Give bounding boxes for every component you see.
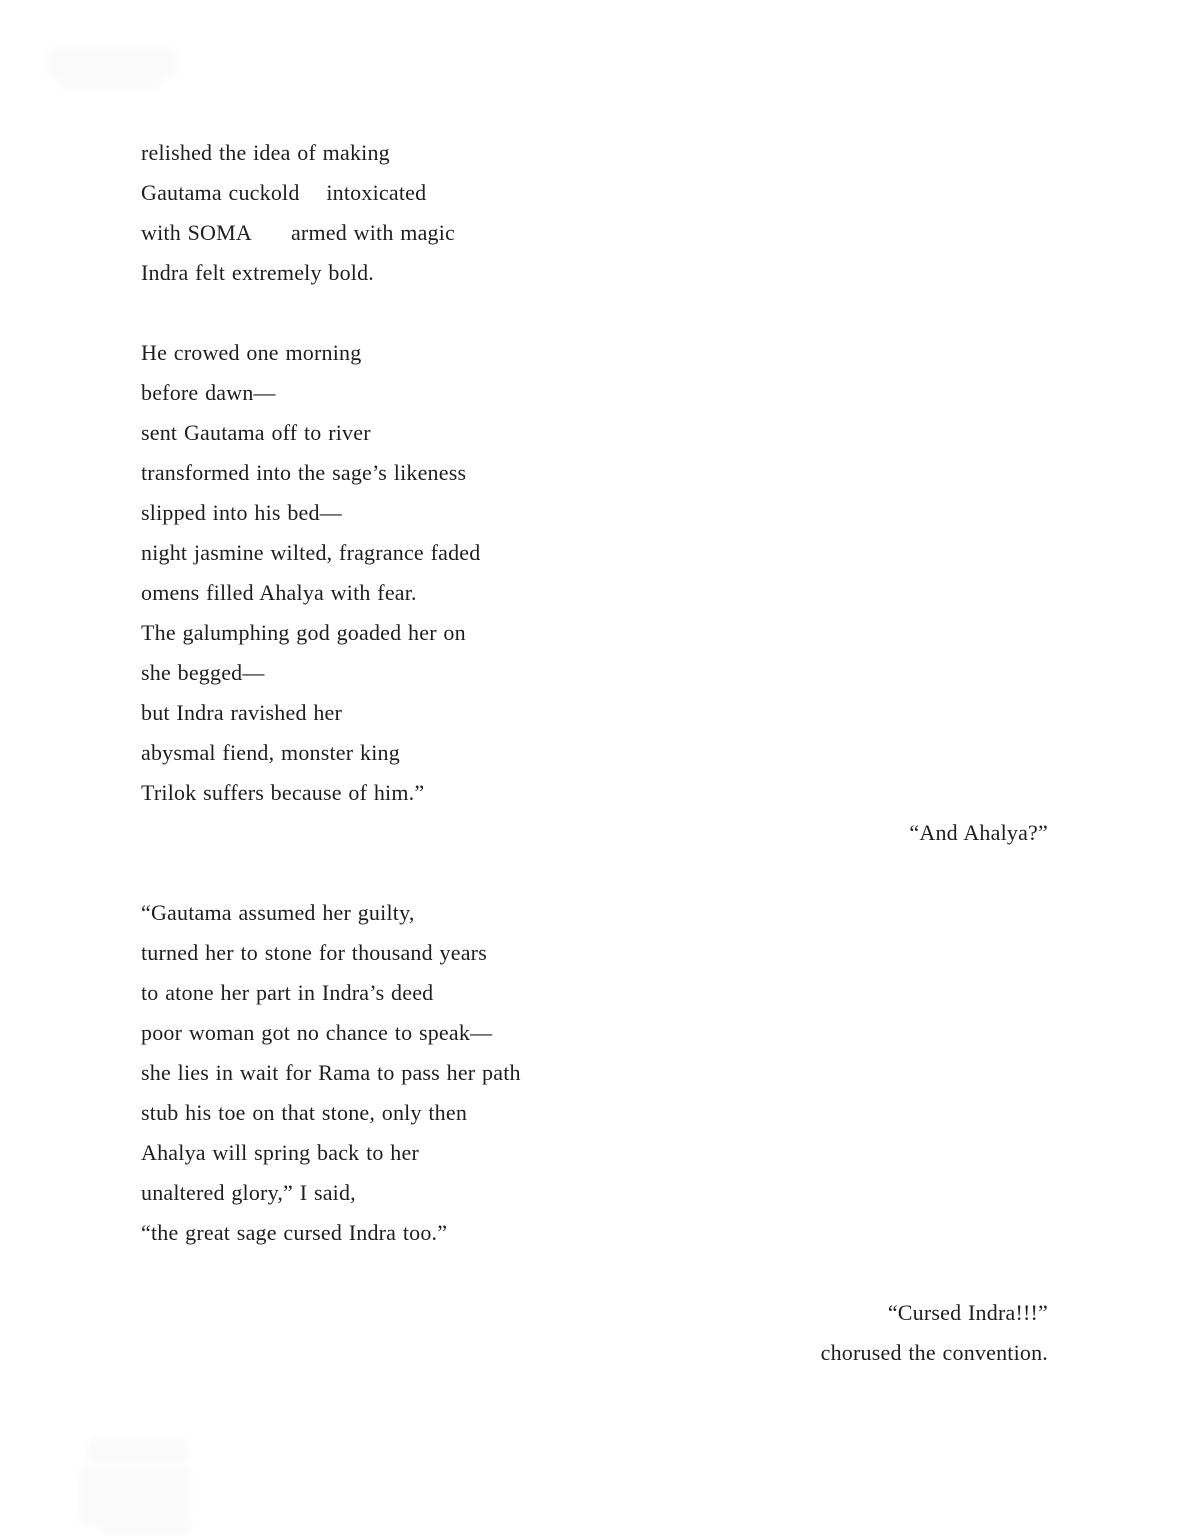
- poem-line: [141, 853, 1048, 893]
- poem-line: “Cursed Indra!!!”: [887, 1300, 1048, 1325]
- poem-line: Trilok suffers because of him.”: [141, 780, 425, 805]
- poem-line: “And Ahalya?”: [909, 820, 1048, 845]
- poem-line: omens filled Ahalya with fear.: [141, 580, 417, 605]
- poem-line: [141, 293, 1048, 333]
- poem-line: before dawn—: [141, 380, 276, 405]
- poem-line: unaltered glory,” I said,: [141, 1180, 356, 1205]
- poem-line: turned her to stone for thousand years: [141, 940, 487, 965]
- poem-line: she lies in wait for Rama to pass her path: [141, 1060, 521, 1085]
- poem-line: Gautama cuckold intoxicated: [141, 180, 427, 205]
- poem-line: transformed into the sage’s likeness: [141, 460, 467, 485]
- poem-line: [141, 1253, 1048, 1293]
- poem-line: abysmal fiend, monster king: [141, 740, 400, 765]
- poem-line: “Gautama assumed her guilty,: [141, 900, 415, 925]
- bottom-left-smudge-detail: [80, 1466, 190, 1526]
- poem-line: “the great sage cursed Indra too.”: [141, 1220, 448, 1245]
- poem-line: chorused the convention.: [820, 1340, 1048, 1365]
- poem-line: poor woman got no chance to speak—: [141, 1020, 493, 1045]
- poem-line: night jasmine wilted, fragrance faded: [141, 540, 481, 565]
- poem-line: sent Gautama off to river: [141, 420, 371, 445]
- poem-line: with SOMA armed with magic: [141, 220, 456, 245]
- poem-line: to atone her part in Indra’s deed: [141, 980, 434, 1005]
- poem-line: but Indra ravished her: [141, 700, 343, 725]
- bottom-left-smudge: [88, 1438, 188, 1464]
- bottom-left-smudge-detail: [100, 1520, 190, 1536]
- poem-line: relished the idea of making: [141, 140, 390, 165]
- poem-line: The galumphing god goaded her on: [141, 620, 466, 645]
- poem-line: Ahalya will spring back to her: [141, 1140, 419, 1165]
- poem: [141, 133, 1048, 1373]
- poem-line: she begged—: [141, 660, 265, 685]
- poem-line: slipped into his bed—: [141, 500, 342, 525]
- poem-line: He crowed one morning: [141, 340, 362, 365]
- top-left-smudge-detail: [60, 70, 160, 90]
- poem-line: Indra felt extremely bold.: [141, 260, 375, 285]
- poem-line: stub his toe on that stone, only then: [141, 1100, 468, 1125]
